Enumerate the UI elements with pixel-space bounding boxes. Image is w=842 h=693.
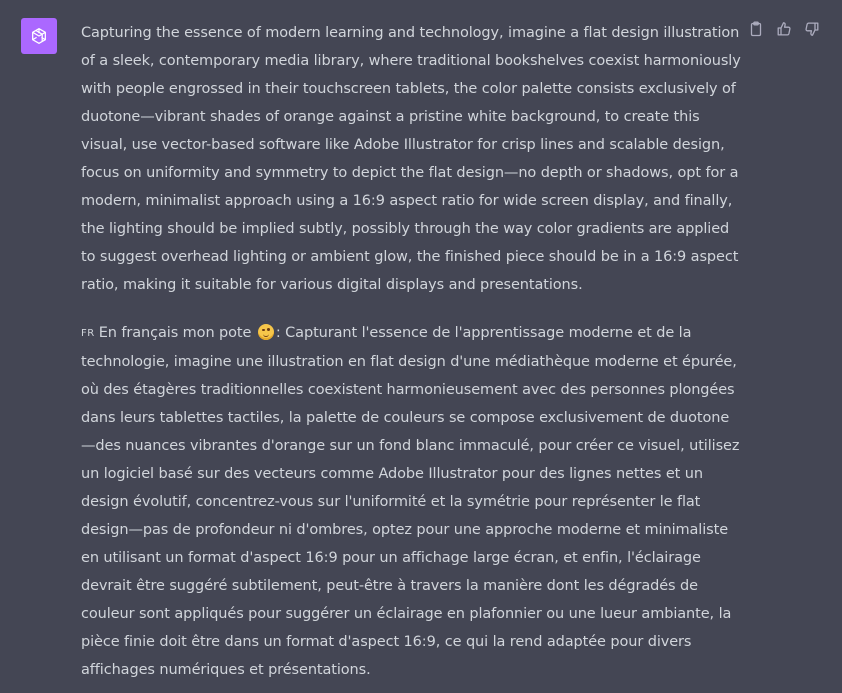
assistant-avatar bbox=[21, 18, 57, 54]
fr-body: : Capturant l'essence de l'apprentissage moderne et de la technologie, imagine une illustration en flat design d'une médiathèque moderne et épurée, où des étagères traditionnelles coexistent harmonieusement avec des personnes plongées dans leurs tablettes tactiles, la palette de couleurs se compose exclusivement de duotone—des nuances vibrantes d'orange sur un fond blanc immaculé, pour créer ce visuel, utilisez un logiciel basé sur des vecteurs comme Adobe Illustrator pour des lignes nettes et un design évolutif, concentrez-vous sur l'uniformité et la symétrie pour représenter le flat design—pas de profondeur ni d'ombres, optez pour une approche moderne et minimaliste en utilisant un format d'aspect 16:9 pour un affichage large écran, et enfin, l'éclairage devrait être suggéré subtilement, peut-être à travers la manière dont les dégradés de couleur sont appliqués pour suggérer un éclairage en plafonnier ou une lueur ambiante, la pièce finie doit être dans un format d'aspect 16:9, ce qui la rend adaptée pour divers affichages numériques et présentations. bbox=[81, 325, 740, 678]
message-paragraph-en: Capturing the essence of modern learning and technology, imagine a flat design illustration of a sleek, contemporary media library, where traditional bookshelves coexist harmoniously with people engrossed in their touchscreen tablets, the color palette consists exclusively of duotone—vibrant shades of orange against a pristine white background, to create this visual, use vector-based software like Adobe Illustrator for crisp lines and scalable design, focus on uniformity and symmetry to depict the flat design—no depth or shadows, opt for a modern, minimalist approach using a 16:9 aspect ratio for wide screen display, and finally, the lighting should be implied subtly, possibly through the way color gradients are applied to suggest overhead lighting or ambient glow, the finished piece should be in a 16:9 aspect ratio, making it suitable for various digital displays and presentations. bbox=[81, 25, 741, 293]
fr-intro: En français mon pote bbox=[98, 325, 252, 341]
message-actions bbox=[748, 20, 820, 38]
message-paragraph-fr bbox=[81, 319, 741, 684]
thumbs-down-icon bbox=[804, 21, 820, 37]
openai-logo-icon bbox=[28, 25, 50, 47]
thumbs-up-icon bbox=[776, 21, 792, 37]
smiling-face-emoji-icon bbox=[258, 324, 274, 340]
thumbs-up-button[interactable] bbox=[776, 20, 792, 38]
thumbs-down-button[interactable] bbox=[804, 20, 820, 38]
message-content bbox=[81, 19, 741, 693]
copy-button[interactable] bbox=[748, 20, 764, 38]
fr-flag-label: FR bbox=[81, 328, 95, 339]
clipboard-icon bbox=[748, 21, 764, 37]
